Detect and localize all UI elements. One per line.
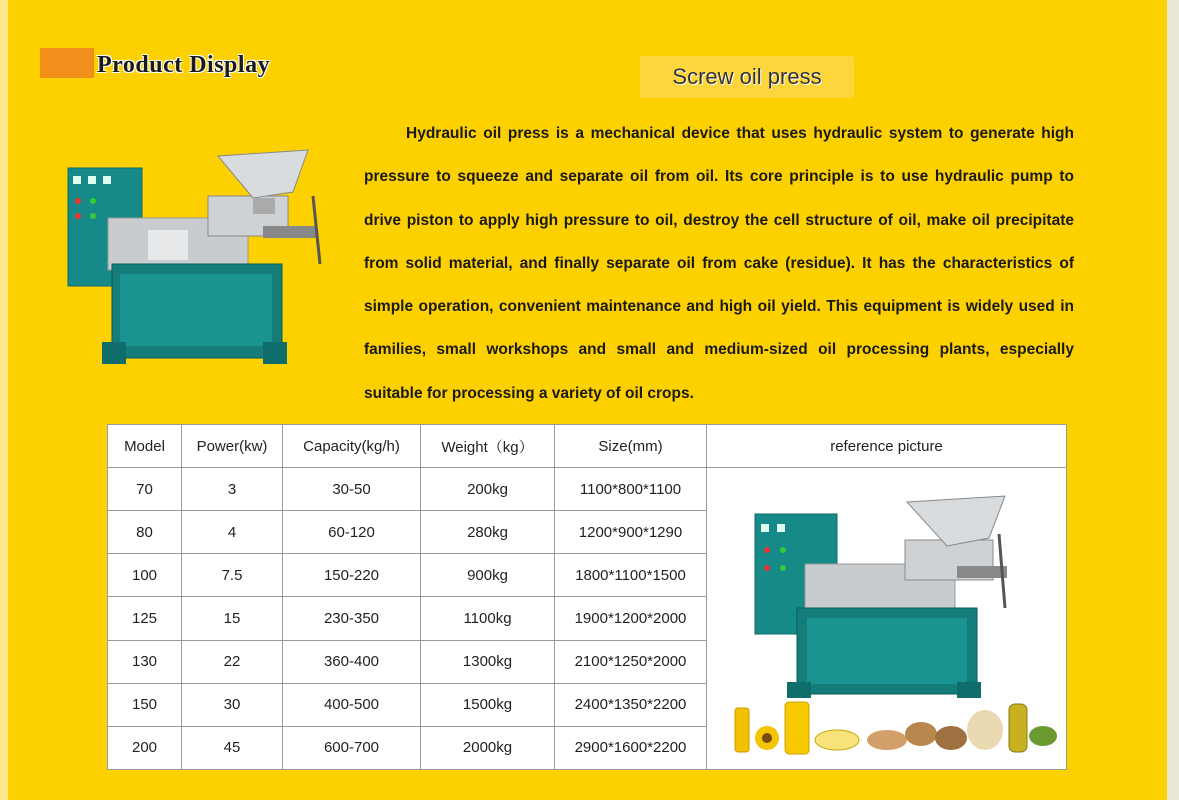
cell-weight: 280kg [421, 511, 555, 554]
right-edge-strip [1167, 0, 1179, 800]
reference-picture-image [707, 468, 1066, 769]
cell-size: 1100*800*1100 [555, 468, 707, 511]
description-text: Hydraulic oil press is a mechanical device that uses hydraulic system to generate high pressure to squeeze and separate oil from oil. Its core principle is to use hydraulic pump to drive piston to apply high pressure to oil, destroy the cell structure of oil, make oil precipitate from solid material, and finally separate oil from cake (residue). It has the characteristics of simple operation, convenient maintenance and high oil yield. This equipment is widely used in families, small workshops and small and medium-sized oil processing plants, especially suitable for processing a variety of oil crops. [364, 125, 1074, 402]
cell-capacity: 600-700 [283, 726, 421, 769]
header-size: Size(mm) [555, 425, 707, 468]
table-row [108, 468, 1067, 511]
cell-capacity: 230-350 [283, 597, 421, 640]
title-accent-block [40, 48, 94, 78]
cell-weight: 900kg [421, 554, 555, 597]
cell-power: 7.5 [182, 554, 283, 597]
cell-size: 1200*900*1290 [555, 511, 707, 554]
cell-weight: 200kg [421, 468, 555, 511]
cell-capacity: 360-400 [283, 640, 421, 683]
product-description [364, 112, 1074, 415]
cell-model: 100 [108, 554, 182, 597]
header-capacity: Capacity(kg/h) [283, 425, 421, 468]
cell-size: 2100*1250*2000 [555, 640, 707, 683]
cell-model: 80 [108, 511, 182, 554]
cell-size: 1800*1100*1500 [555, 554, 707, 597]
cell-model: 125 [108, 597, 182, 640]
reference-picture-cell [707, 468, 1067, 770]
left-edge-strip [0, 0, 8, 800]
cell-size: 2400*1350*2200 [555, 683, 707, 726]
cell-weight: 2000kg [421, 726, 555, 769]
cell-power: 4 [182, 511, 283, 554]
cell-power: 15 [182, 597, 283, 640]
cell-capacity: 30-50 [283, 468, 421, 511]
cell-model: 150 [108, 683, 182, 726]
page-title: Product Display [97, 52, 271, 78]
cell-weight: 1500kg [421, 683, 555, 726]
cell-size: 2900*1600*2200 [555, 726, 707, 769]
cell-power: 45 [182, 726, 283, 769]
cell-model: 70 [108, 468, 182, 511]
cell-capacity: 150-220 [283, 554, 421, 597]
header-model: Model [108, 425, 182, 468]
oil-press-machine-image [58, 146, 328, 374]
header-reference-picture: reference picture [707, 425, 1067, 468]
header-power: Power(kw) [182, 425, 283, 468]
product-subtitle: Screw oil press [640, 56, 854, 98]
cell-size: 1900*1200*2000 [555, 597, 707, 640]
cell-power: 3 [182, 468, 283, 511]
spec-table [107, 424, 1067, 770]
header-weight: Weight（kg） [421, 425, 555, 468]
cell-model: 200 [108, 726, 182, 769]
cell-model: 130 [108, 640, 182, 683]
cell-capacity: 400-500 [283, 683, 421, 726]
cell-power: 22 [182, 640, 283, 683]
cell-power: 30 [182, 683, 283, 726]
cell-weight: 1300kg [421, 640, 555, 683]
cell-weight: 1100kg [421, 597, 555, 640]
cell-capacity: 60-120 [283, 511, 421, 554]
table-header-row [108, 425, 1067, 468]
